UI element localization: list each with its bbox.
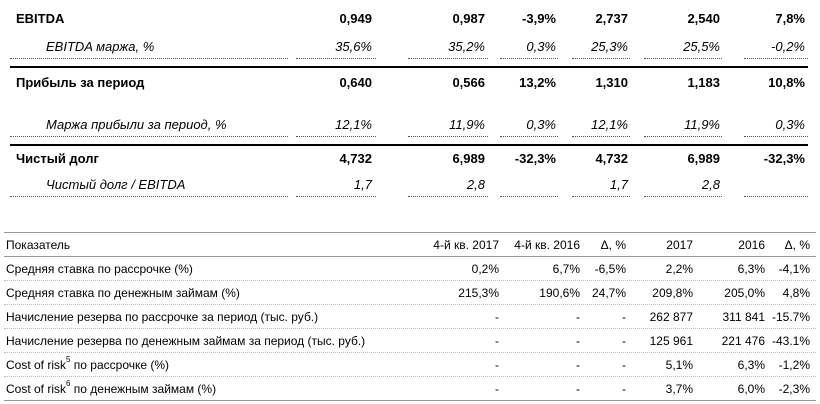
cell: 24,7% <box>591 286 626 300</box>
kpi-header-row <box>0 234 820 256</box>
divider <box>572 58 630 59</box>
cell: 125 961 <box>649 334 693 348</box>
divider <box>296 136 376 137</box>
header-cell: Δ, % <box>784 238 810 252</box>
cell: 2,8 <box>466 177 485 192</box>
divider <box>744 58 808 59</box>
divider <box>500 58 558 59</box>
row-label: EBITDA маржа, % <box>46 39 155 54</box>
divider <box>644 136 722 137</box>
cell: -32,3% <box>514 151 556 166</box>
cell: - <box>622 358 626 372</box>
cell: 2,2% <box>665 262 693 276</box>
cell: -1,2% <box>778 358 810 372</box>
cell: 1,310 <box>595 75 628 90</box>
cell: 2,540 <box>687 11 720 26</box>
cell: 190,6% <box>539 286 580 300</box>
row-divider <box>4 304 816 305</box>
divider <box>744 196 808 197</box>
row-label: Чистый долг <box>16 151 99 166</box>
row-divider <box>4 280 816 281</box>
divider <box>644 196 722 197</box>
cell: 209,8% <box>652 286 693 300</box>
table-row <box>0 282 820 304</box>
divider <box>572 136 630 137</box>
cell: 6,0% <box>737 382 765 396</box>
divider <box>572 196 630 197</box>
divider <box>408 196 488 197</box>
row-divider <box>4 376 816 377</box>
cell: 6,3% <box>737 358 765 372</box>
row-label: Чистый долг / EBITDA <box>46 177 186 192</box>
net-debt-row <box>0 148 820 170</box>
cell: 2,737 <box>595 11 628 26</box>
row-label: Прибыль за период <box>16 75 145 90</box>
cell: 0,640 <box>339 75 372 90</box>
profit-margin-row <box>0 114 820 136</box>
cell: 25,3% <box>591 39 628 54</box>
row-divider <box>4 352 816 353</box>
row-label: Маржа прибыли за период, % <box>46 117 227 132</box>
cell: - <box>495 334 499 348</box>
cell: -32,3% <box>763 151 805 166</box>
footnote-mark: 6 <box>66 379 71 388</box>
cell: 11,9% <box>449 117 485 132</box>
cell: - <box>622 334 626 348</box>
cell: 10,8% <box>768 75 805 90</box>
cell: - <box>622 382 626 396</box>
cell: - <box>576 358 580 372</box>
divider <box>10 196 288 197</box>
cell: 7,8% <box>775 11 805 26</box>
divider <box>296 196 376 197</box>
section-rule <box>10 66 808 68</box>
profit-row <box>0 72 820 94</box>
cell: - <box>622 310 626 324</box>
row-label <box>6 378 216 400</box>
cell: 221 476 <box>721 334 765 348</box>
cell: 12,1% <box>591 117 628 132</box>
divider <box>408 58 488 59</box>
cell: 0,3% <box>775 117 805 132</box>
cell: -43.1% <box>771 334 810 348</box>
header-cell: 4-й кв. 2016 <box>514 238 580 252</box>
cell: 0,2% <box>471 262 499 276</box>
table-row <box>0 306 820 328</box>
divider <box>296 58 376 59</box>
cell: 1,183 <box>687 75 720 90</box>
table-row <box>0 378 820 400</box>
cell: 0,3% <box>526 39 556 54</box>
cell: 1,7 <box>609 177 628 192</box>
table-row <box>0 354 820 376</box>
cell: -2,3% <box>778 382 810 396</box>
cell: -6,5% <box>594 262 626 276</box>
row-label: EBITDA <box>16 11 65 26</box>
cell: 13,2% <box>519 75 556 90</box>
divider <box>744 136 808 137</box>
cell: 6,989 <box>687 151 720 166</box>
cell: 25,5% <box>683 39 720 54</box>
table-top-rule <box>4 232 816 233</box>
cell: -15.7% <box>771 310 810 324</box>
table-bottom-rule <box>4 400 816 401</box>
header-cell: Показатель <box>6 238 71 252</box>
cell: 6,989 <box>452 151 485 166</box>
cell: 6,7% <box>552 262 580 276</box>
cell: - <box>495 358 499 372</box>
cell: 311 841 <box>722 310 765 324</box>
header-cell: 4-й кв. 2017 <box>433 238 499 252</box>
footnote-mark: 5 <box>66 355 71 364</box>
cell: -4,1% <box>778 262 810 276</box>
row-label: Средняя ставка по денежным займам (%) <box>6 286 240 300</box>
divider <box>500 136 558 137</box>
cell: 0,3% <box>526 117 556 132</box>
cell: -0,2% <box>771 39 805 54</box>
cell: 35,6% <box>335 39 372 54</box>
header-cell: 2017 <box>666 238 693 252</box>
cell: 205,0% <box>724 286 765 300</box>
cell: 4,732 <box>339 151 372 166</box>
divider <box>10 58 288 59</box>
header-cell: Δ, % <box>600 238 626 252</box>
cell: 6,3% <box>737 262 765 276</box>
row-divider <box>4 328 816 329</box>
cell: - <box>576 310 580 324</box>
divider <box>408 136 488 137</box>
cell: 1,7 <box>353 177 372 192</box>
header-rule <box>4 256 816 257</box>
cell: 0,566 <box>452 75 485 90</box>
cell: 0,987 <box>452 11 485 26</box>
cell: 5,1% <box>665 358 693 372</box>
divider <box>500 196 558 197</box>
header-cell: 2016 <box>738 238 765 252</box>
cell: 3,7% <box>665 382 693 396</box>
row-label: Средняя ставка по рассрочке (%) <box>6 262 193 276</box>
cell: - <box>495 310 499 324</box>
ebitda-row <box>0 8 820 30</box>
divider <box>10 136 288 137</box>
cell: - <box>576 382 580 396</box>
row-label <box>6 354 169 376</box>
cell: - <box>495 382 499 396</box>
cell: - <box>576 334 580 348</box>
net-debt-ebitda-row <box>0 174 820 196</box>
cell: 262 877 <box>649 310 693 324</box>
cell: -3,9% <box>522 11 556 26</box>
cell: 4,732 <box>595 151 628 166</box>
cell: 4,8% <box>782 286 810 300</box>
row-label: Начисление резерва по денежным займам за период (тыс. руб.) <box>6 334 366 348</box>
label-text: по рассрочке (%) <box>70 358 170 372</box>
ebitda-margin-row <box>0 36 820 58</box>
section-rule <box>10 144 808 146</box>
divider <box>644 58 722 59</box>
row-label: Начисление резерва по рассрочке за период (тыс. руб.) <box>6 310 319 324</box>
label-text: Cost of risk <box>6 358 67 372</box>
label-text: по денежным займам (%) <box>70 382 217 396</box>
table-row <box>0 258 820 280</box>
cell: 35,2% <box>448 39 485 54</box>
cell: 0,949 <box>339 11 372 26</box>
label-text: Cost of risk <box>6 382 67 396</box>
cell: 11,9% <box>684 117 720 132</box>
cell: 12,1% <box>335 117 372 132</box>
cell: 2,8 <box>701 177 720 192</box>
table-row <box>0 330 820 352</box>
cell: 215,3% <box>458 286 499 300</box>
